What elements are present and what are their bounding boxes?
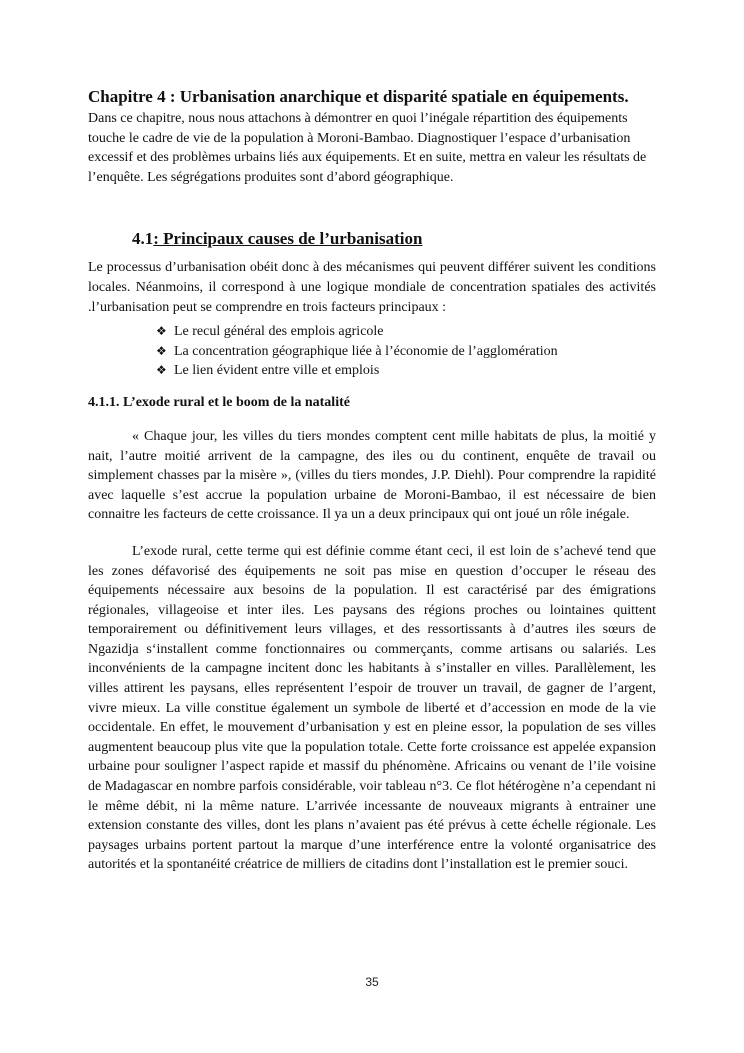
subsection-paragraph-2: L’exode rural, cette terme qui est définie comme étant ceci, il est loin de s’achevé tend que les zones défavorisé des équipements ne soit pas mise en question d’occuper le réseau des équipements nécessaire aux besoins de la population. Il est caractérisé par des émigrations régionales, villageoise et inter iles. Les paysans des régions proches ou lointaines quittent temporairement ou définitivement leurs villages, et des ressortissants à d’autres iles sœurs de Ngazidja s‘installent comme fonctionnaires ou commerçants, comme artisans ou salariés. Les inconvénients de la campagne incitent donc les habitants à s’installer en villes. Parallèlement, les villes attirent les paysans, elles représentent l’espoir de trouver un travail, de gagner de l’argent, vivre mieux. La ville constitue également un symbole de liberté et d’accession en mode de la vie occidentale. En effet, le mouvement d’urbanisation y est en pleine essor, la population de ses villes augmentent beaucoup plus vite que la population totale. Cette forte croissance est appelée expansion urbaine pour souligner l’aspect rapide et massif du phénomène. Africains ou venant de l’ile voisine de Madagascar en nombre parfois considérable, voir tableau n°3. Ce flot hétérogène n’a cependant ni le même débit, ni la même nature. L’arrivée incessante de nouveaux migrants à entrainer une extension constante des villes, dont les plans n’avaient pas été prévus à cette échelle régionale. Les paysages urbains portent partout la marque d’une interférence entre la volonté organisatrice des autorités et la spontanéité créatrice de milliers de citadins dont l’installation est le premier souci.: [88, 543, 656, 873]
chapter-intro: Dans ce chapitre, nous nous attachons à démontrer en quoi l’inégale répartition des équipements touche le cadre de vie de la population à Moroni-Bambao. Diagnostiquer l’espace d’urbanisation excessif et des problèmes urbains liés aux équipements. Et en suite, mettra en valeur les résultats de l’enquête. Les ségrégations produites sont d’abord géographique.: [88, 111, 647, 185]
subsection-heading: 4.1.1. L’exode rural et le boom de la natalité: [88, 394, 350, 410]
diamond-bullet-icon: ❖: [156, 324, 167, 339]
page-number: 35: [365, 975, 379, 989]
diamond-bullet-icon: ❖: [156, 363, 167, 378]
list-item: [156, 342, 656, 362]
document-page: [88, 86, 656, 875]
factor-list: [88, 322, 656, 381]
section-number: 4.1: [132, 229, 154, 249]
chapter-title: Chapitre 4 : Urbanisation anarchique et disparité spatiale en équipements.: [88, 87, 629, 106]
list-item-text: Le lien évident entre ville et emplois: [174, 363, 380, 379]
list-item: [156, 361, 656, 381]
section-paragraph: Le processus d’urbanisation obéit donc à des mécanismes qui peuvent différer suivent les conditions locales. Néanmoins, il correspond à une logique mondiale de concentration spatiales des activités .l’urbanisation peut se comprendre en trois facteurs principaux :: [88, 260, 656, 315]
list-item-text: La concentration géographique liée à l’économie de l’agglomération: [174, 343, 558, 359]
list-item-text: Le recul général des emplois agricole: [174, 324, 384, 340]
subsection-paragraph-1: « Chaque jour, les villes du tiers mondes comptent cent mille habitats de plus, la moitié y nait, l’autre moitié arrivent de la campagne, des iles ou du continent, enquête de travail ou simplement chasses par la misère », (villes du tiers mondes, J.P. Diehl). Pour comprendre la rapidité avec laquelle s’est accrue la population urbaine de Moroni-Bambao, il est nécessaire de bien connaitre les facteurs de cette croissance. Il ya un a deux principaux qui ont joué un rôle inégale.: [88, 428, 656, 523]
section-title: : Principaux causes de l’urbanisation: [153, 229, 423, 249]
section-heading: [132, 228, 656, 250]
list-item: [156, 322, 656, 342]
diamond-bullet-icon: ❖: [156, 343, 167, 358]
